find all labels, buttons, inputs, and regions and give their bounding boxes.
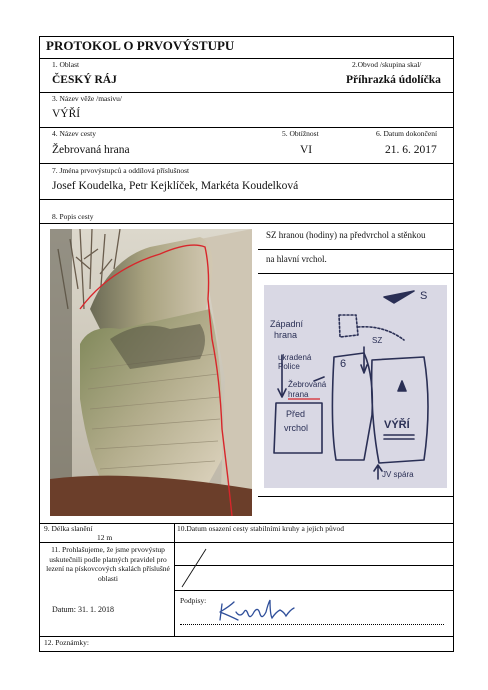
cesta-value: Žebrovaná hrana	[52, 144, 130, 156]
divider	[258, 273, 454, 274]
datum-label: Datum: 31. 1. 2018	[52, 605, 114, 614]
vez-value: VÝŘÍ	[52, 108, 81, 120]
delka-label: 9. Délka slanění	[44, 524, 93, 533]
prohlaseni-text: 11. Prohlašujeme, že jsme prvovýstup uskutečnili podle platných pravidel pro lezení na pískovcových skalách příslušné oblasti	[46, 545, 170, 583]
sketch-label-pred: Před	[286, 409, 306, 419]
popis-line-2: na hlavní vrchol.	[266, 254, 327, 264]
delka-value: 12 m	[97, 533, 113, 542]
rock-photo	[50, 229, 252, 516]
sketch-label-ukradena: ukradená	[278, 353, 312, 362]
sketch-label-vrchol: vrchol	[284, 423, 309, 433]
signature	[216, 598, 296, 624]
obvod-label: 2.Obvod /skupina skal/	[352, 60, 422, 69]
strike-line	[174, 545, 214, 589]
form-title: PROTOKOL O PRVOVÝSTUPU	[46, 38, 235, 53]
sketch-label-vyri: VÝŘÍ	[384, 419, 410, 431]
divider	[39, 199, 454, 200]
datum-dokonceni-label: 6. Datum dokončení	[376, 129, 438, 138]
divider	[258, 496, 454, 497]
divider	[39, 163, 454, 164]
podpis-label: Podpisy:	[180, 596, 207, 605]
sketch-label-hrana-1: hrana	[274, 330, 298, 340]
divider	[39, 223, 454, 224]
obvod-value: Příhrazká údolíčka	[346, 74, 441, 86]
divider	[39, 127, 454, 128]
poznamky-label: 12. Poznámky:	[44, 638, 89, 647]
sketch-label-zebrovana: Žebrovaná	[288, 380, 327, 389]
sketch-label-hrana-2: hrana	[288, 390, 309, 399]
obtiznost-label: 5. Obtížnost	[282, 129, 319, 138]
obtiznost-value: VI	[300, 144, 313, 156]
popis-line-1: SZ hranou (hodiny) na předvrchol a stěnkou	[266, 230, 426, 240]
divider	[39, 542, 454, 543]
popis-label: 8. Popis cesty	[52, 212, 94, 221]
cesta-label: 4. Název cesty	[52, 129, 96, 138]
oblast-value: ČESKÝ RÁJ	[52, 74, 117, 86]
sketch-label-police: Police	[278, 362, 300, 371]
divider	[174, 590, 454, 591]
sketch-label-zapadni: Západní	[270, 319, 304, 329]
oblast-label: 1. Oblast	[52, 60, 80, 69]
divider	[174, 565, 454, 566]
osazeni-label: 10.Datum osazení cesty stabilními kruhy a jejich původ	[177, 524, 345, 533]
sketch-label-s: S	[420, 290, 428, 302]
divider	[258, 249, 454, 250]
divider	[39, 636, 454, 637]
jmena-value: Josef Koudelka, Petr Kejklíček, Markéta Koudelková	[52, 180, 299, 192]
divider	[39, 58, 454, 59]
route-sketch	[264, 285, 447, 488]
datum-dokonceni-value: 21. 6. 2017	[385, 144, 437, 156]
divider	[39, 92, 454, 93]
signature-line	[180, 624, 444, 625]
sketch-label-sz: SZ	[372, 336, 383, 345]
sketch-label-route-6: 6	[340, 358, 347, 370]
vez-label: 3. Název věže /masivu/	[52, 94, 122, 103]
sketch-label-jv-spara: JV spára	[382, 470, 414, 479]
jmena-label: 7. Jména prvovýstupců a oddílová příslušnost	[52, 166, 190, 175]
